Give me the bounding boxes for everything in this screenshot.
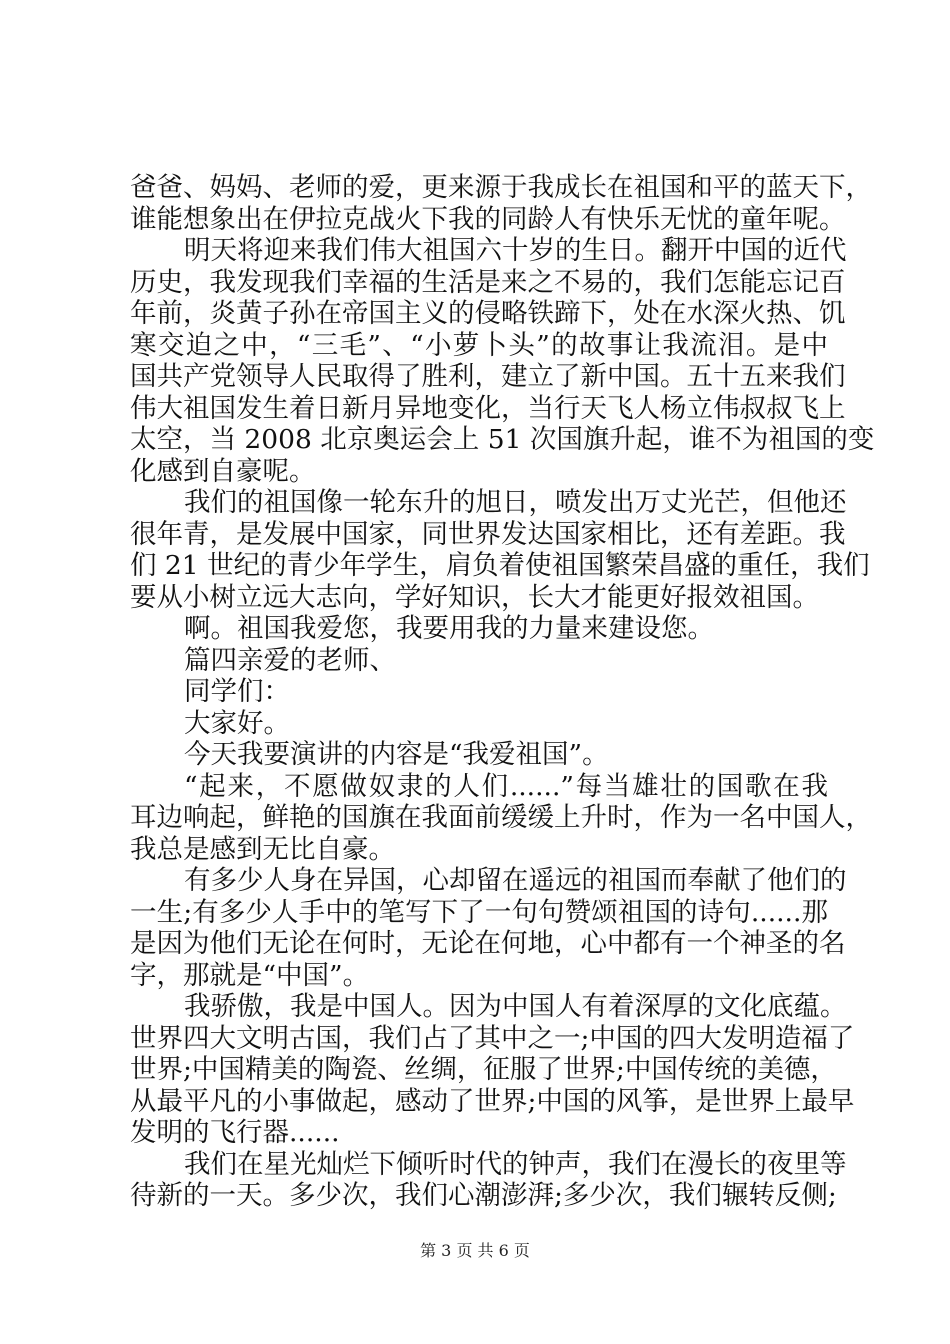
text-line: 历史，我发现我们幸福的生活是来之不易的，我们怎能忘记百	[130, 266, 846, 298]
text-line: 有多少人身在异国，心却留在遥远的祖国而奉献了他们的	[184, 865, 847, 896]
text-line: 我们在星光灿烂下倾听时代的钟声，我们在漫长的夜里等	[184, 1148, 847, 1180]
text-line: 发明的飞行器......	[130, 1117, 340, 1148]
document-body	[130, 172, 875, 1212]
text-line: 啊。祖国我爱您，我要用我的力量来建设您。	[184, 613, 714, 644]
text-line: 耳边响起，鲜艳的国旗在我面前缓缓上升时，作为一名中国人，	[130, 802, 872, 833]
text-line: 要从小树立远大志向，学好知识，长大才能更好报效祖国。	[130, 581, 819, 613]
text-line: 国共产党领导人民取得了胜利，建立了新中国。五十五来我们	[130, 361, 846, 392]
text-line: 大家好。	[184, 707, 290, 739]
text-line: 从最平凡的小事做起，感动了世界;中国的风筝，是世界上最早	[130, 1085, 855, 1117]
text-line: “起来，不愿做奴隶的人们......”每当雄壮的国歌在我	[184, 770, 828, 802]
text-line: 一生;有多少人手中的笔写下了一句句赞颂祖国的诗句......那	[130, 896, 828, 928]
text-line: 爸爸、妈妈、老师的爱，更来源于我成长在祖国和平的蓝天下，	[130, 172, 872, 203]
text-line: 我骄傲，我是中国人。因为中国人有着深厚的文化底蕴。	[184, 991, 847, 1022]
section-heading: 篇四亲爱的老师、	[184, 644, 396, 676]
text-line: 明天将迎来我们伟大祖国六十岁的生日。翻开中国的近代	[184, 235, 847, 266]
text-line: 寒交迫之中，“三毛”、“小萝卜头”的故事让我流泪。是中	[130, 329, 828, 361]
text-line: 年前，炎黄子孙在帝国主义的侵略铁蹄下，处在水深火热、饥	[130, 298, 846, 329]
text-line: 同学们：	[184, 676, 290, 707]
text-line: 今天我要演讲的内容是“我爱祖国”。	[184, 739, 609, 770]
text-line: 我们的祖国像一轮东升的旭日，喷发出万丈光芒，但他还	[184, 487, 847, 518]
text-line: 是因为他们无论在何时，无论在何地，心中都有一个神圣的名	[130, 928, 846, 959]
text-line: 太空，当 2008 北京奥运会上 51 次国旗升起，谁不为祖国的变	[130, 424, 875, 455]
text-line: 世界四大文明古国，我们占了其中之一;中国的四大发明造福了	[130, 1022, 855, 1054]
page-footer: 第 3 页 共 6 页	[420, 1241, 530, 1260]
text-line: 谁能想象出在伊拉克战火下我的同龄人有快乐无忧的童年呢。	[130, 203, 846, 235]
text-line: 我总是感到无比自豪。	[130, 833, 395, 865]
text-line: 很年青，是发展中国家，同世界发达国家相比，还有差距。我	[130, 518, 846, 550]
text-line: 们 21 世纪的青少年学生，肩负着使祖国繁荣昌盛的重任，我们	[130, 550, 870, 581]
text-line: 待新的一天。多少次，我们心潮澎湃;多少次，我们辗转反侧;	[130, 1180, 837, 1211]
text-line: 伟大祖国发生着日新月异地变化，当行天飞人杨立伟叔叔飞上	[130, 392, 846, 424]
text-line: 字，那就是“中国”。	[130, 959, 370, 991]
text-line: 化感到自豪呢。	[130, 455, 316, 487]
text-line: 世界;中国精美的陶瓷、丝绸，征服了世界;中国传统的美德，	[130, 1054, 837, 1085]
